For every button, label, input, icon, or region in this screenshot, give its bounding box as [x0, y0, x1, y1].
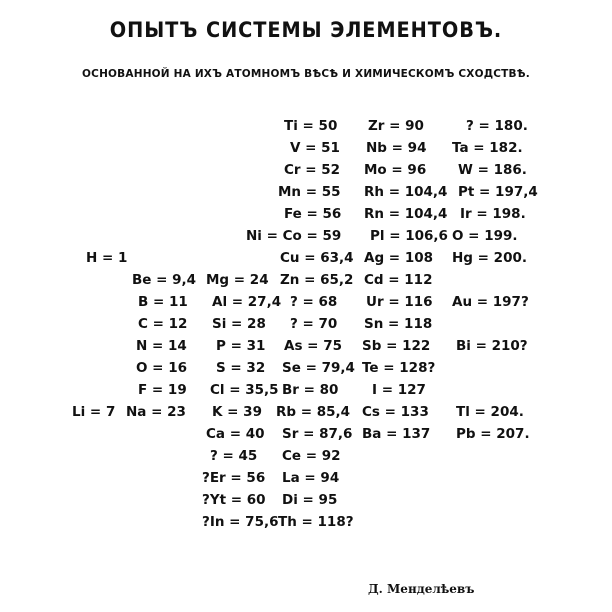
element-cell: O = 16: [136, 360, 187, 376]
element-cell: ?Yt = 60: [202, 492, 266, 508]
element-cell: Cs = 133: [362, 404, 429, 420]
element-cell: Sr = 87,6: [282, 426, 353, 442]
element-cell: Rb = 85,4: [276, 404, 351, 420]
element-cell: ? = 45: [210, 448, 258, 464]
element-cell: Zn = 65,2: [280, 272, 354, 288]
element-cell: Ta = 182.: [452, 140, 523, 156]
element-cell: Ti = 50: [284, 118, 338, 134]
element-cell: ? = 68: [290, 294, 338, 310]
element-cell: Se = 79,4: [282, 360, 355, 376]
element-cell: Pt = 197,4: [458, 184, 538, 200]
element-cell: As = 75: [284, 338, 342, 354]
page-title: ОПЫТЪ СИСТЕМЫ ЭЛЕМЕНТОВЪ.: [109, 18, 503, 42]
element-cell: Ag = 108: [364, 250, 434, 266]
element-cell: Ca = 40: [206, 426, 265, 442]
element-cell: Cl = 35,5: [210, 382, 279, 398]
element-cell: Si = 28: [212, 316, 266, 332]
author-signature: Д. Менделѣевъ: [368, 582, 475, 596]
element-cell: Sn = 118: [364, 316, 433, 332]
page-subtitle: ОСНОВАННОЙ НА ИХЪ АТОМНОМЪ ВѢСѢ И ХИМИЧЕСКОМЪ СХОДСТВѢ.: [82, 68, 530, 80]
element-cell: P = 31: [216, 338, 266, 354]
element-cell: Ni = Co = 59: [246, 228, 342, 244]
element-cell: Br = 80: [282, 382, 339, 398]
element-cell: Rn = 104,4: [364, 206, 448, 222]
element-cell: Li = 7: [72, 404, 116, 420]
element-cell: Ce = 92: [282, 448, 341, 464]
element-cell: O = 199.: [452, 228, 518, 244]
element-cell: B = 11: [138, 294, 188, 310]
element-cell: W = 186.: [458, 162, 527, 178]
element-cell: Hg = 200.: [452, 250, 527, 266]
element-cell: Mg = 24: [206, 272, 269, 288]
element-cell: ? = 180.: [466, 118, 528, 134]
element-cell: Pb = 207.: [456, 426, 530, 442]
element-cell: ?In = 75,6: [202, 514, 279, 530]
element-cell: ?Er = 56: [202, 470, 266, 486]
element-cell: Cd = 112: [364, 272, 433, 288]
element-cell: C = 12: [138, 316, 188, 332]
element-cell: Fe = 56: [284, 206, 342, 222]
element-cell: S = 32: [216, 360, 266, 376]
element-cell: Be = 9,4: [132, 272, 197, 288]
element-cell: N = 14: [136, 338, 187, 354]
element-cell: Rh = 104,4: [364, 184, 448, 200]
element-cell: Mo = 96: [364, 162, 427, 178]
element-cell: Th = 118?: [278, 514, 354, 530]
element-cell: La = 94: [282, 470, 340, 486]
element-cell: Ba = 137: [362, 426, 431, 442]
element-cell: Ir = 198.: [460, 206, 526, 222]
element-cell: Au = 197?: [452, 294, 529, 310]
element-cell: Tl = 204.: [456, 404, 524, 420]
element-cell: Sb = 122: [362, 338, 431, 354]
element-cell: Pl = 106,6: [370, 228, 448, 244]
element-cell: Cr = 52: [284, 162, 341, 178]
element-cell: H = 1: [86, 250, 128, 266]
element-cell: Zr = 90: [368, 118, 424, 134]
element-cell: I = 127: [372, 382, 426, 398]
element-cell: Nb = 94: [366, 140, 427, 156]
element-cell: Di = 95: [282, 492, 338, 508]
element-cell: V = 51: [290, 140, 340, 156]
element-cell: Bi = 210?: [456, 338, 528, 354]
element-cell: Mn = 55: [278, 184, 341, 200]
element-cell: Al = 27,4: [212, 294, 282, 310]
element-cell: Cu = 63,4: [280, 250, 354, 266]
element-cell: Ur = 116: [366, 294, 433, 310]
element-cell: K = 39: [212, 404, 262, 420]
element-cell: Te = 128?: [362, 360, 436, 376]
element-cell: Na = 23: [126, 404, 186, 420]
element-cell: F = 19: [138, 382, 187, 398]
element-cell: ? = 70: [290, 316, 338, 332]
